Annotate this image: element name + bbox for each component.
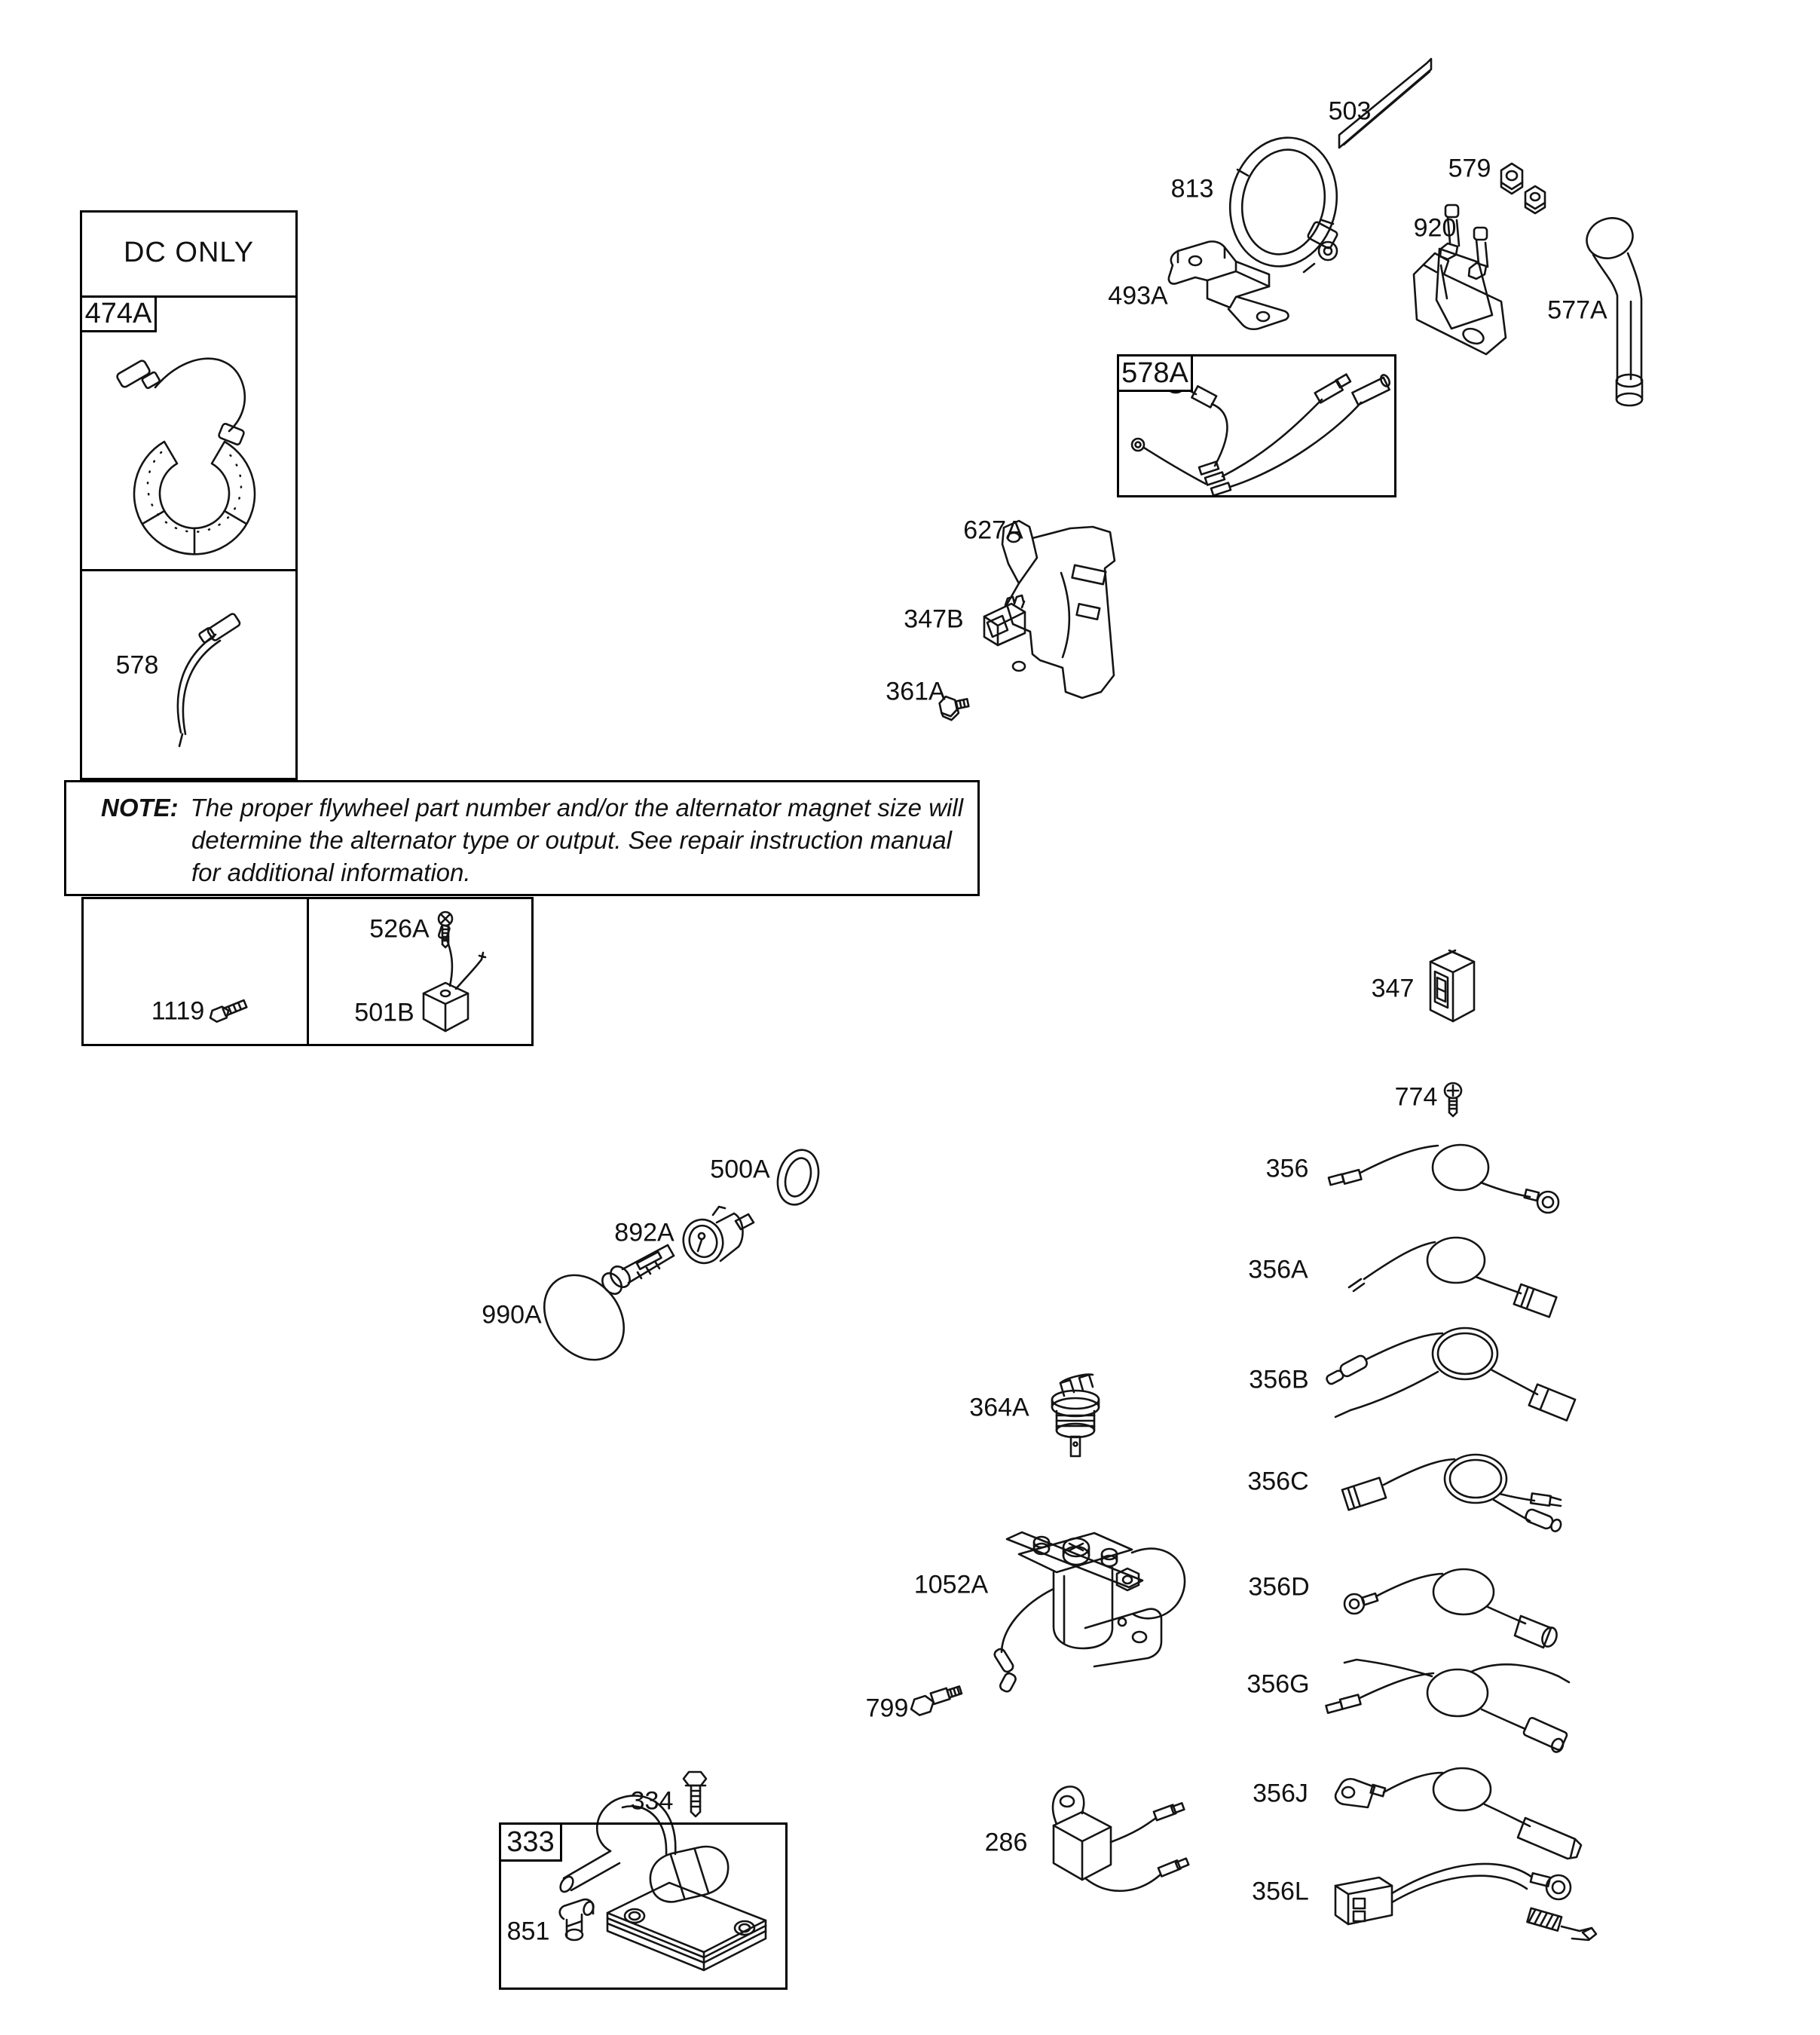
callout-356l: 356L <box>1252 1877 1309 1906</box>
callout-361a: 361A <box>886 677 946 706</box>
callout-627a: 627A <box>963 516 1023 545</box>
fastener-box-divider <box>307 897 309 1046</box>
oil-sensor-364a-drawing <box>1052 1375 1099 1456</box>
key-990a-drawing <box>528 1245 674 1376</box>
o-ring-500a-drawing <box>772 1145 824 1209</box>
callout-356c: 356C <box>1247 1467 1309 1496</box>
callout-774: 774 <box>1394 1082 1438 1112</box>
callout-364a: 364A <box>969 1393 1029 1422</box>
callout-577a: 577A <box>1547 295 1607 325</box>
callout-356j: 356J <box>1253 1779 1308 1808</box>
wire-356d-drawing <box>1344 1569 1559 1648</box>
callout-799: 799 <box>865 1694 909 1723</box>
wire-356c-drawing <box>1342 1455 1562 1534</box>
wire-356g-drawing <box>1326 1660 1569 1754</box>
callout-356a: 356A <box>1248 1255 1308 1284</box>
callout-578: 578 <box>115 650 159 680</box>
callout-990a: 990A <box>482 1300 542 1330</box>
callout-501b: 501B <box>354 998 414 1027</box>
bracket-493a-drawing <box>1169 241 1289 329</box>
callout-526a: 526A <box>369 914 430 944</box>
wire-356b-drawing <box>1324 1328 1575 1421</box>
callout-356d: 356D <box>1248 1572 1310 1602</box>
callout-1052a: 1052A <box>913 1570 989 1599</box>
dc-only-cell-divider <box>80 569 298 571</box>
callout-920: 920 <box>1413 213 1457 243</box>
wire-356l-drawing <box>1335 1864 1596 1940</box>
callout-334: 334 <box>630 1786 674 1816</box>
key-switch-892a-drawing <box>679 1207 754 1267</box>
diode-module-286-drawing <box>1053 1786 1189 1890</box>
label-box-333: 333 <box>501 1825 562 1862</box>
callout-493a: 493A <box>1108 281 1168 311</box>
callout-892a: 892A <box>614 1218 674 1247</box>
nuts-579-drawing <box>1501 164 1545 213</box>
callout-813: 813 <box>1170 174 1214 204</box>
callout-347: 347 <box>1371 974 1415 1003</box>
dc-only-title: DC ONLY <box>123 237 255 268</box>
callout-356b: 356B <box>1249 1365 1309 1394</box>
callout-500a: 500A <box>710 1155 770 1184</box>
note-box <box>64 780 980 896</box>
callout-503: 503 <box>1328 96 1372 126</box>
callout-347b: 347B <box>904 604 964 634</box>
fitting-799-drawing <box>908 1685 964 1718</box>
callout-851: 851 <box>506 1917 550 1946</box>
note-text-1: The proper flywheel part number and/or the alternator magnet size will <box>190 794 964 822</box>
wire-356j-drawing <box>1335 1768 1581 1859</box>
fuel-solenoid-1052a-drawing <box>993 1532 1185 1693</box>
wire-356-drawing <box>1329 1145 1558 1213</box>
wire-356a-drawing <box>1349 1238 1556 1317</box>
screw-774-drawing <box>1445 1083 1461 1116</box>
rocker-switch-347-drawing <box>1430 950 1474 1021</box>
label-box-474a: 474A <box>82 298 157 332</box>
note-line-1 <box>101 791 970 824</box>
switch-347b-drawing <box>984 595 1025 645</box>
bolt-334-drawing <box>684 1772 706 1816</box>
callout-579: 579 <box>1448 154 1491 183</box>
callout-356g: 356G <box>1246 1669 1310 1699</box>
callout-286: 286 <box>984 1828 1028 1857</box>
clamp-band-813-drawing <box>1219 127 1349 276</box>
label-box-578a: 578A <box>1119 357 1193 392</box>
note-text-2: determine the alternator type or output. See repair instruction manual <box>191 826 952 854</box>
callout-1119: 1119 <box>151 996 205 1026</box>
note-text-3: for additional information. <box>191 858 471 886</box>
note-prefix: NOTE: <box>101 794 179 822</box>
callout-356: 356 <box>1265 1154 1309 1183</box>
